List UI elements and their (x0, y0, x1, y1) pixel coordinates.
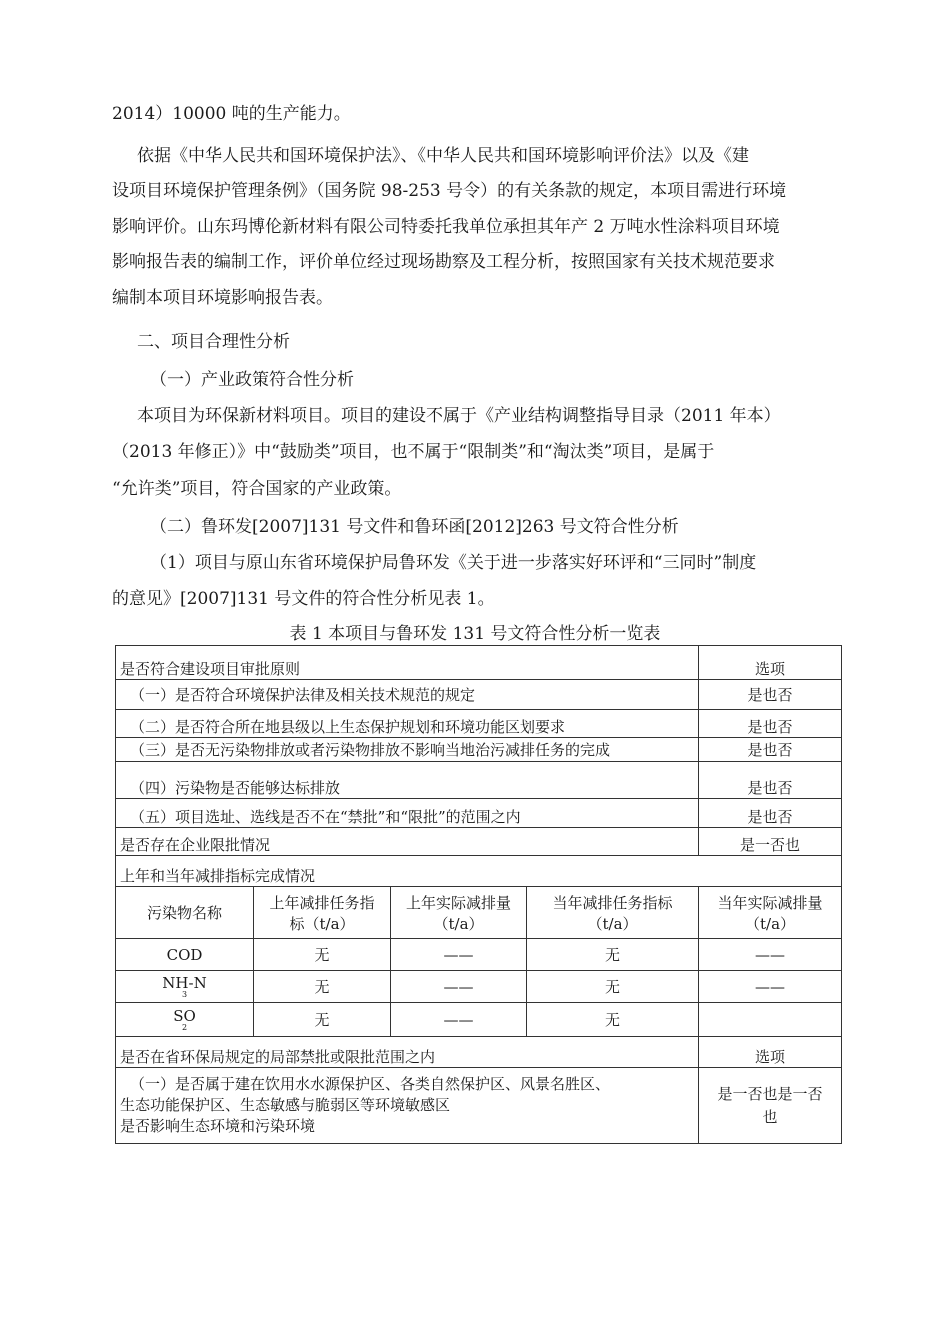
paragraph-basis-line-5: 编制本项目环境影响报告表。 (112, 288, 333, 308)
header-line: 当年实际减排量 (717, 893, 823, 912)
pollutant-name-header: 污染物名称 (116, 887, 254, 939)
header-line: （t/a） (745, 914, 796, 933)
paragraph-policy-line-2: （2013 年修正）》中“鼓励类”项目，也不属于“限制类”和“淘汰类”项目，是属于 (112, 442, 715, 462)
heading-industrial-policy: （一）产业政策符合性分析 (150, 370, 354, 390)
criterion-2: （二）是否符合所在地县级以上生态保护规划和环境功能区划要求 (116, 710, 699, 738)
pollutant-formula: NH-N (162, 973, 207, 992)
header-line: 上年减排任务指 (269, 893, 375, 912)
paragraph-basis-line-1: 依据《中华人民共和国环境保护法》、《中华人民共和国环境影响评价法》以及《建 (137, 146, 749, 166)
header-line: 上年实际减排量 (405, 893, 511, 912)
table-row (116, 887, 842, 939)
question-line: 生态功能保护区、生态敏感与脆弱区等环境敏感区 (120, 1096, 451, 1114)
last-year-target-header (254, 887, 391, 939)
paragraph-policy-line-3: “允许类”项目，符合国家的产业政策。 (112, 479, 402, 499)
this-year-target-header (527, 887, 699, 939)
last-year-target-value: 无 (254, 971, 391, 1003)
compliance-table (115, 645, 842, 1144)
criterion-5: （五）项目选址、选线是否不在“禁批”和“限批”的范围之内 (116, 799, 699, 828)
sensitive-area-option (699, 1068, 842, 1144)
heading-document-compliance: （二）鲁环发[2007]131 号文件和鲁环函[2012]263 号文符合性分析 (150, 517, 679, 537)
paragraph-capacity: 2014）10000 吨的生产能力。 (112, 104, 351, 124)
sensitive-area-question (116, 1068, 699, 1144)
paragraph-compliance-line-1: （1）项目与原山东省环境保护局鲁环发《关于进一步落实好环评和“三同时”制度 (150, 553, 757, 573)
last-year-target-value: 无 (254, 1003, 391, 1037)
provincial-restriction-header: 是否在省环保局规定的局部禁批或限批范围之内 (116, 1037, 699, 1068)
table-row (116, 1037, 842, 1068)
this-year-target-value: 无 (527, 1003, 699, 1037)
heading-rationality-analysis: 二、项目合理性分析 (137, 332, 290, 352)
table-row (116, 971, 842, 1003)
question-line: （一）是否属于建在饮用水水源保护区、各类自然保护区、风景名胜区、 (130, 1075, 611, 1093)
criterion-3-option: 是也否 (699, 738, 842, 762)
table-row (116, 710, 842, 738)
table-row (116, 1068, 842, 1144)
last-year-actual-value: —— (391, 939, 527, 971)
pollutant-subscript: 2 (181, 1022, 188, 1032)
header-line: 标（t/a） (289, 914, 355, 933)
this-year-actual-value: —— (699, 939, 842, 971)
last-year-actual-value: —— (391, 971, 527, 1003)
header-line: （t/a） (587, 914, 638, 933)
this-year-actual-header (699, 887, 842, 939)
pollutant-subscript: 3 (181, 989, 188, 999)
last-year-actual-value: —— (391, 1003, 527, 1037)
table-row (116, 828, 842, 856)
this-year-target-value: 无 (527, 971, 699, 1003)
table-caption: 表 1 本项目与鲁环发 131 号文符合性分析一览表 (289, 624, 661, 644)
table-row (116, 856, 842, 887)
table-row (116, 939, 842, 971)
criterion-1-option: 是也否 (699, 680, 842, 710)
option-line: 是一否也是一否 (717, 1084, 823, 1103)
criterion-3: （三）是否无污染物排放或者污染物排放不影响当地治污减排任务的完成 (116, 738, 699, 762)
pollutant-formula: SO (173, 1006, 196, 1025)
approval-principles-header: 是否符合建设项目审批原则 (116, 646, 699, 680)
table-row (116, 762, 842, 799)
option-header: 选项 (699, 1037, 842, 1068)
option-header: 选项 (699, 646, 842, 680)
last-year-target-value: 无 (254, 939, 391, 971)
last-year-actual-header (391, 887, 527, 939)
table-row (116, 799, 842, 828)
pollutant-name: COD (116, 939, 254, 971)
header-line: 当年减排任务指标 (552, 893, 673, 912)
pollutant-name (116, 1003, 254, 1037)
criterion-2-option: 是也否 (699, 710, 842, 738)
header-line: （t/a） (433, 914, 484, 933)
option-line: 也 (762, 1107, 778, 1126)
criterion-4: （四）污染物是否能够达标排放 (116, 762, 699, 799)
reduction-title: 上年和当年减排指标完成情况 (116, 856, 842, 887)
table-row (116, 680, 842, 710)
pollutant-name (116, 971, 254, 1003)
paragraph-compliance-line-2: 的意见》[2007]131 号文件的符合性分析见表 1。 (112, 589, 495, 609)
paragraph-basis-line-2: 设项目环境保护管理条例》（国务院 98-253 号令）的有关条款的规定，本项目需进行环境 (112, 181, 787, 201)
enterprise-restriction-option: 是一否也 (699, 828, 842, 856)
criterion-4-option: 是也否 (699, 762, 842, 799)
paragraph-policy-line-1: 本项目为环保新材料项目。项目的建设不属于《产业结构调整指导目录（2011 年本） (137, 406, 781, 426)
question-line: 是否影响生态环境和污染环境 (120, 1117, 316, 1135)
criterion-5-option: 是也否 (699, 799, 842, 828)
enterprise-restriction-question: 是否存在企业限批情况 (116, 828, 699, 856)
criterion-1: （一）是否符合环境保护法律及相关技术规范的规定 (116, 680, 699, 710)
this-year-actual-value (699, 1003, 842, 1037)
table-row (116, 1003, 842, 1037)
paragraph-basis-line-4: 影响报告表的编制工作，评价单位经过现场勘察及工程分析，按照国家有关技术规范要求 (112, 252, 775, 272)
paragraph-basis-line-3: 影响评价。山东玛博伦新材料有限公司特委托我单位承担其年产 2 万吨水性涂料项目环境 (112, 217, 780, 237)
this-year-target-value: 无 (527, 939, 699, 971)
table-row (116, 738, 842, 762)
this-year-actual-value: —— (699, 971, 842, 1003)
table-row (116, 646, 842, 680)
